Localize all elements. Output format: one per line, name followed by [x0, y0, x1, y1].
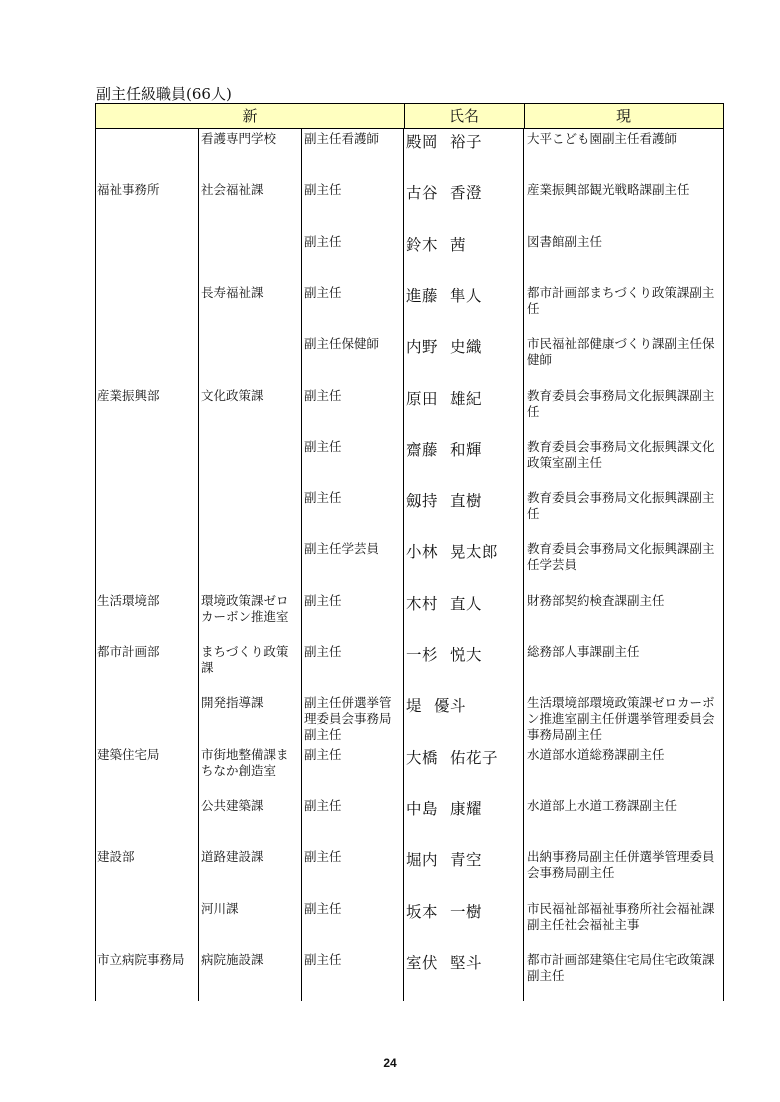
table-row — [95, 796, 724, 847]
name-cell — [406, 337, 522, 357]
division-cell: 公共建築課 — [201, 797, 264, 813]
division-cell: 道路建設課 — [201, 849, 264, 865]
division-cell: 市街地整備課まちなか創造室 — [201, 746, 289, 778]
name-cell — [406, 440, 522, 460]
surname: 坂本 — [406, 902, 439, 921]
surname: 一杉 — [406, 646, 439, 664]
department-cell: 建設部 — [97, 849, 135, 865]
table-row — [95, 899, 724, 950]
previous-post-cell: 水道部水道総務課副主任 — [527, 746, 665, 762]
table-caption: 副主任級職員(66人) — [96, 85, 232, 103]
previous-post-cell: 産業振興部観光戦略課副主任 — [527, 182, 690, 198]
position-cell: 副主任保健師 — [304, 336, 380, 352]
position-cell: 副主任 — [304, 490, 342, 506]
page-number: 24 — [383, 1056, 397, 1070]
given-name: 晃太郎 — [450, 543, 499, 562]
position-cell: 副主任 — [304, 182, 342, 198]
department-cell: 産業振興部 — [97, 387, 160, 403]
position-cell: 副主任看護師 — [304, 131, 380, 146]
given-name: 一樹 — [450, 902, 483, 921]
previous-post-cell: 水道部上水道工務課副主任 — [527, 797, 678, 813]
surname: 室伏 — [406, 953, 439, 972]
position-cell: 副主任学芸員 — [304, 541, 380, 557]
name-cell — [406, 902, 522, 922]
name-cell — [406, 799, 522, 819]
name-cell — [406, 183, 522, 203]
table-row — [95, 745, 724, 796]
name-cell — [406, 132, 522, 152]
division-cell: 環境政策課ゼロカーボン推進室 — [201, 592, 289, 624]
surname: 堀内 — [406, 851, 439, 870]
previous-post-cell: 大平こども園副主任看護師 — [527, 131, 678, 146]
given-name: 康耀 — [450, 799, 483, 818]
position-cell: 副主任 — [304, 797, 342, 813]
table-row — [95, 180, 724, 231]
given-name: 雄紀 — [450, 389, 483, 408]
position-cell: 副主任 — [304, 438, 342, 454]
division-cell: 病院施設課 — [201, 951, 264, 967]
given-name: 直樹 — [450, 492, 483, 511]
surname: 小林 — [406, 543, 439, 562]
name-cell — [406, 286, 522, 306]
given-name: 和輝 — [450, 440, 483, 459]
surname: 劔持 — [406, 492, 439, 511]
name-cell — [406, 235, 522, 255]
table-row — [95, 847, 724, 898]
table-row — [95, 488, 724, 539]
name-cell — [406, 594, 522, 614]
previous-post-cell: 財務部契約検査課副主任 — [527, 592, 665, 608]
surname: 殿岡 — [406, 133, 439, 151]
previous-post-cell: 都市計画部まちづくり政策課副主任 — [527, 284, 715, 316]
given-name: 史織 — [450, 338, 483, 357]
position-cell: 副主任併選挙管理委員会事務局副主任 — [304, 695, 392, 743]
department-cell: 都市計画部 — [97, 644, 160, 659]
surname: 原田 — [406, 389, 439, 408]
table-row — [95, 129, 724, 180]
name-cell — [406, 491, 522, 511]
surname: 内野 — [406, 338, 439, 357]
table-row — [95, 591, 724, 642]
previous-post-cell: 市民福祉部健康づくり課副主任保健師 — [527, 336, 715, 368]
table-row — [95, 232, 724, 283]
table-row — [95, 437, 724, 488]
position-cell: 副主任 — [304, 849, 342, 865]
previous-post-cell: 市民福祉部福祉事務所社会福祉課副主任社会福祉主事 — [527, 900, 715, 932]
department-cell: 福祉事務所 — [97, 182, 160, 198]
given-name: 悦大 — [450, 646, 483, 664]
surname: 進藤 — [406, 286, 439, 305]
table-row — [95, 950, 724, 1001]
table-row — [95, 693, 724, 744]
division-cell: 文化政策課 — [201, 387, 264, 403]
position-cell: 副主任 — [304, 900, 342, 916]
position-cell: 副主任 — [304, 284, 342, 300]
surname: 鈴木 — [406, 235, 439, 254]
given-name: 裕子 — [450, 133, 483, 151]
department-cell: 市立病院事務局 — [97, 951, 185, 967]
name-cell — [406, 542, 522, 562]
given-name: 堅斗 — [450, 953, 483, 972]
name-cell — [406, 645, 522, 665]
division-cell: 長寿福祉課 — [201, 284, 264, 300]
position-cell: 副主任 — [304, 233, 342, 249]
position-cell: 副主任 — [304, 387, 342, 403]
name-cell — [406, 953, 522, 973]
position-cell: 副主任 — [304, 644, 342, 659]
department-cell: 建築住宅局 — [97, 746, 160, 762]
table-header — [95, 103, 724, 129]
header-current: 現 — [615, 107, 631, 125]
table-row — [95, 283, 724, 334]
name-cell — [406, 389, 522, 409]
given-name: 直人 — [450, 594, 483, 613]
previous-post-cell: 都市計画部建築住宅局住宅政策課副主任 — [527, 951, 715, 983]
given-name: 隼人 — [450, 286, 483, 305]
table-row — [95, 642, 724, 693]
surname: 古谷 — [406, 184, 439, 203]
table-row — [95, 386, 724, 437]
surname: 木村 — [406, 594, 439, 613]
name-cell — [406, 850, 522, 870]
table-row — [95, 539, 724, 590]
division-cell: 社会福祉課 — [201, 182, 264, 198]
given-name: 茜 — [450, 235, 467, 254]
surname: 齋藤 — [406, 440, 439, 459]
previous-post-cell: 出納事務局副主任併選挙管理委員会事務局副主任 — [527, 849, 715, 881]
previous-post-cell: 生活環境部環境政策課ゼロカーボン推進室副主任併選挙管理委員会事務局副主任 — [527, 695, 715, 743]
department-cell: 生活環境部 — [97, 592, 160, 608]
table-row — [95, 334, 724, 385]
previous-post-cell: 図書館副主任 — [527, 233, 603, 249]
division-cell: 開発指導課 — [201, 695, 264, 711]
surname: 堤 — [406, 697, 423, 716]
division-cell: 河川課 — [201, 900, 239, 916]
position-cell: 副主任 — [304, 592, 342, 608]
previous-post-cell: 総務部人事課副主任 — [527, 644, 640, 659]
division-cell: まちづくり政策課 — [201, 644, 289, 675]
position-cell: 副主任 — [304, 951, 342, 967]
header-name: 氏名 — [448, 107, 479, 125]
header-new: 新 — [242, 107, 258, 125]
previous-post-cell: 教育委員会事務局文化振興課副主任 — [527, 387, 715, 419]
surname: 中島 — [406, 799, 439, 818]
previous-post-cell: 教育委員会事務局文化振興課副主任学芸員 — [527, 541, 715, 573]
name-cell — [406, 748, 522, 768]
given-name: 佑花子 — [450, 748, 499, 767]
previous-post-cell: 教育委員会事務局文化振興課文化政策室副主任 — [527, 438, 715, 470]
given-name: 優斗 — [434, 697, 467, 716]
given-name: 香澄 — [450, 184, 483, 203]
division-cell: 看護専門学校 — [201, 131, 277, 146]
position-cell: 副主任 — [304, 746, 342, 762]
name-cell — [406, 696, 522, 716]
given-name: 青空 — [450, 851, 483, 870]
surname: 大橋 — [406, 748, 439, 767]
previous-post-cell: 教育委員会事務局文化振興課副主任 — [527, 490, 715, 522]
